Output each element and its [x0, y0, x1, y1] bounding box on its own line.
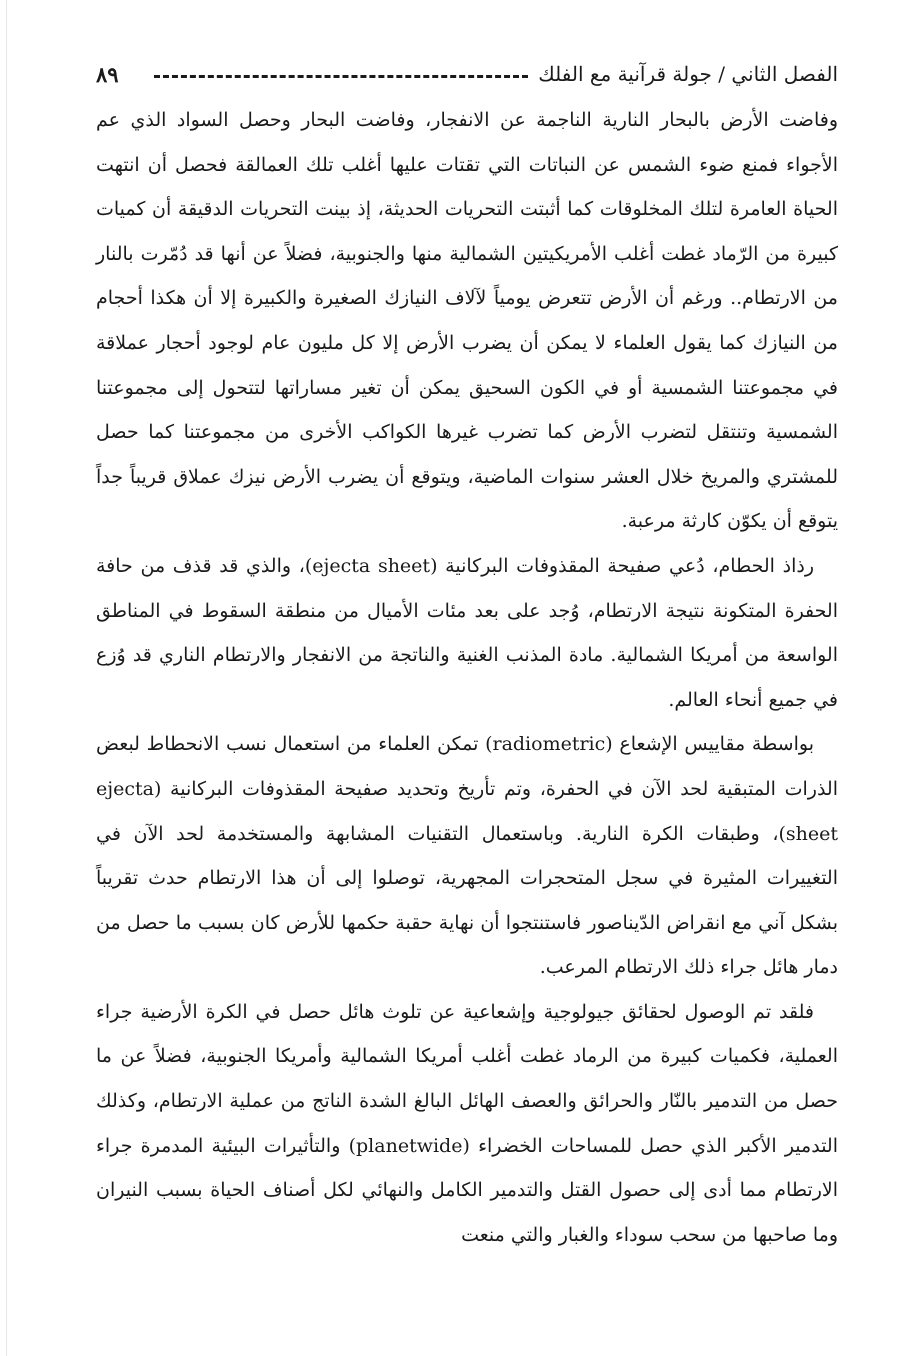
page-header	[96, 52, 838, 96]
paragraph: وفاضت الأرض بالبحار النارية الناجمة عن الانفجار، وفاضت البحار وحصل السواد الذي عم الأجواء فمنع ضوء الشمس عن النباتات التي تقتات عليها أغلب تلك العمالقة فحصل أن انتهت الحياة العامرة لتلك المخلوقات كما أثبتت التحريات الحديثة، إذ بينت التحريات الدقيقة أن كميات كبيرة من الرّماد غطت أغلب الأمريكيتين الشمالية منها والجنوبية، فضلاً عن أنها قد دُمّرت بالنار من الارتطام.. ورغم أن الأرض تتعرض يومياً لآلاف النيازك الصغيرة والكبيرة إلا أن هكذا أحجام من النيازك كما يقول العلماء لا يمكن أن يضرب الأرض إلا كل مليون عام لوجود أحجار عملاقة في مجموعتنا الشمسية أو في الكون السحيق يمكن أن تغير مساراتها لتتحول إلى مجموعتنا الشمسية وتنتقل لتضرب الأرض كما تضرب غيرها الكواكب الأخرى من مجموعتنا كما حصل للمشتري والمريخ خلال العشر سنوات الماضية، ويتوقع أن يضرب الأرض نيزك عملاق قريباً جداً يتوقع أن يكوّن كارثة مرعبة.	[96, 109, 838, 533]
paragraph: رذاذ الحطام، دُعي صفيحة المقذوفات البركانية (ejecta sheet)، والذي قد قذف من حافة الحفرة المتكونة نتيجة الارتطام، وُجد على بعد مئات الأميال من منطقة السقوط في المناطق الواسعة من أمريكا الشمالية. مادة المذنب الغنية والناتجة من الانفجار والارتطام الناري قد وُزع في جميع أنحاء العالم.	[96, 554, 838, 711]
page-number: ٨٩	[96, 61, 119, 87]
page-edge-line	[6, 0, 7, 1356]
body-text	[96, 98, 838, 1257]
header-dashed-rule	[154, 75, 528, 78]
paragraph: بواسطة مقاييس الإشعاع (radiometric) تمكن العلماء من استعمال نسب الانحطاط لبعض الذرات المتبقية لحد الآن في الحفرة، وتم تأريخ وتحديد صفيحة المقذوفات البركانية (ejecta sheet)، وطبقات الكرة النارية. وباستعمال التقنيات المشابهة والمستخدمة لحد الآن في التغييرات المثيرة في سجل المتحجرات المجهرية، توصلوا إلى أن هذا الارتطام حدث تقريباً بشكل آني مع انقراض الدّيناصور فاستنتجوا أن نهاية حقبة حكمها للأرض كان بسبب ما حصل من دمار هائل جراء ذلك الارتطام المرعب.	[96, 733, 838, 979]
running-head: الفصل الثاني / جولة قرآنية مع الفلك	[538, 62, 838, 86]
paragraph: فلقد تم الوصول لحقائق جيولوجية وإشعاعية عن تلوث هائل حصل في الكرة الأرضية جراء العملية، فكميات كبيرة من الرماد غطت أغلب أمريكا الشمالية وأمريكا الجنوبية، فضلاً عن ما حصل من التدمير بالنّار والحرائق والعصف الهائل البالغ الشدة الناتج من عملية الارتطام، وكذلك التدمير الأكبر الذي حصل للمساحات الخضراء (planetwide) والتأثيرات البيئية المدمرة جراء الارتطام مما أدى إلى حصول القتل والتدمير الكامل والنهائي لكل أصناف الحياة بسبب النيران وما صاحبها من سحب سوداء والغبار والتي منعت	[96, 1000, 838, 1246]
